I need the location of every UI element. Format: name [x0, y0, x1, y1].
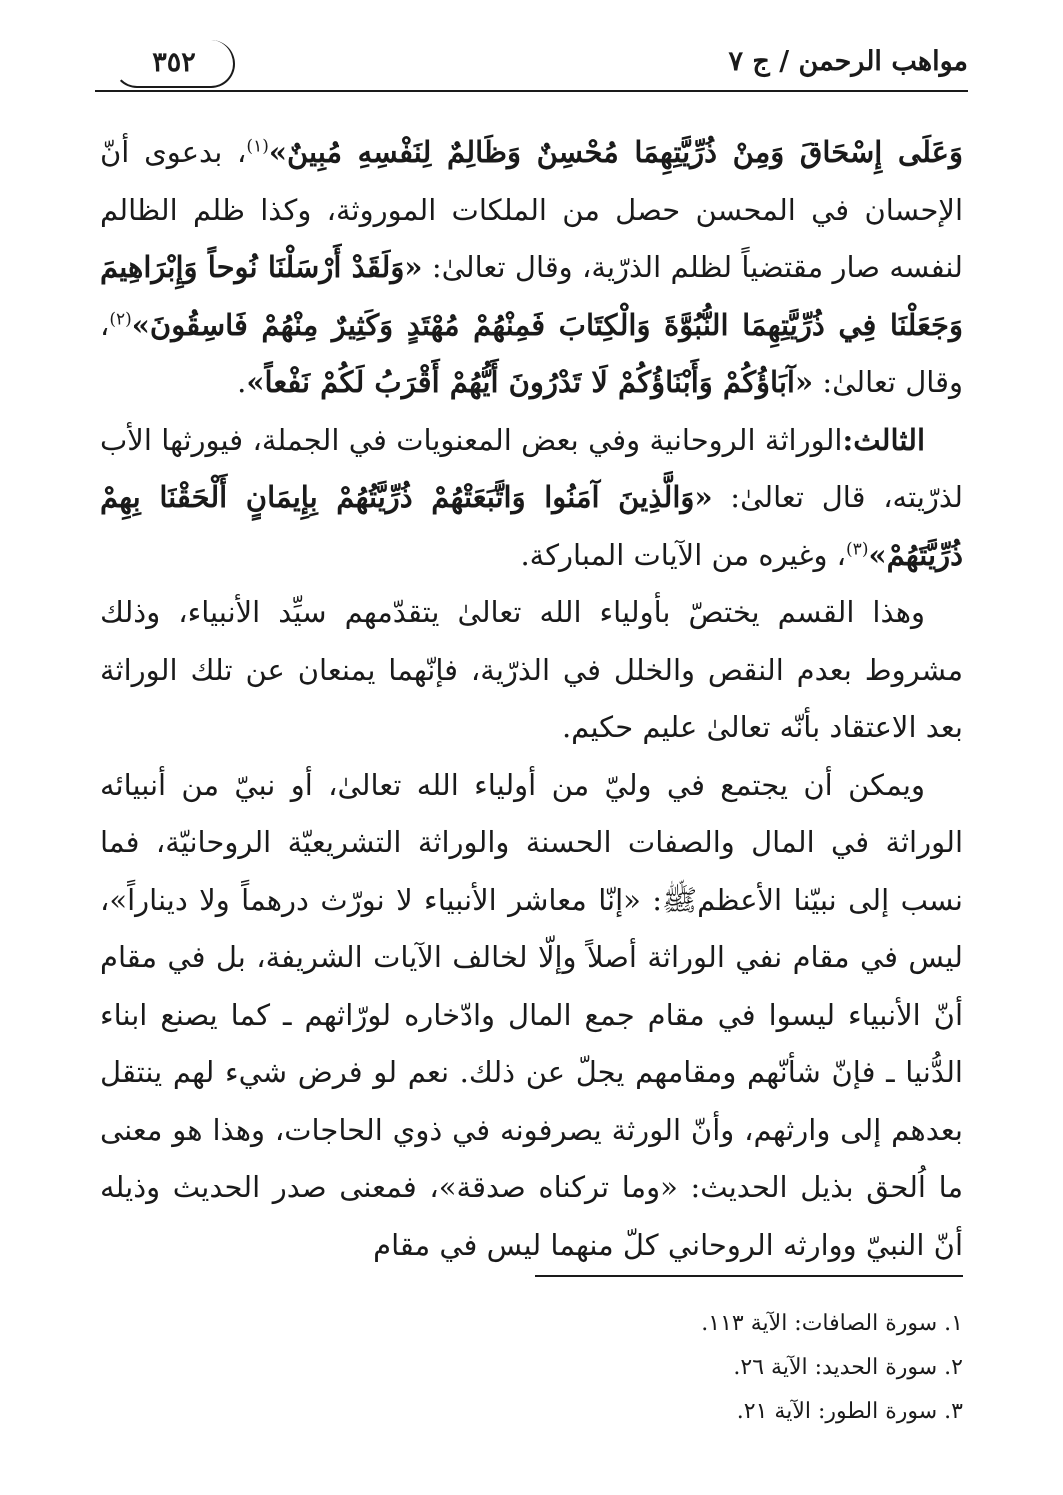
- quran-verse: «وَالَّذِينَ آمَنُوا وَاتَّبَعَتْهُمْ ذُرِّيَّتُهُمْ بِإِيمَانٍ أَلْحَقْنَا بِهِمْ ذُرِّيَّتَهُمْ»: [100, 480, 963, 572]
- page-header: [95, 36, 968, 106]
- footnotes: [100, 1302, 963, 1434]
- text-run: الوراثة الروحانية وفي بعض المعنويات في الجملة، فيورثها الأب لذرّيته، قال تعالىٰ:: [100, 422, 963, 514]
- footnote-ref: (٢): [109, 308, 132, 329]
- text-run: ، وغيره من الآيات المباركة.: [520, 537, 847, 572]
- footnote-ref: (١): [246, 136, 269, 157]
- running-title: مواهب الرحمن / ج ٧: [728, 46, 968, 77]
- paragraph-2: [100, 412, 963, 585]
- section-label: الثالث:: [842, 422, 925, 457]
- page-number: ٣٥٢: [113, 40, 235, 88]
- text-run: .: [237, 365, 247, 399]
- paragraph-1: [100, 124, 963, 412]
- footnote-separator: [535, 1275, 963, 1277]
- header-rule: [95, 90, 968, 92]
- text-run: ، وقال تعالىٰ:: [100, 307, 963, 399]
- footnote-2: ٢. سورة الحديد: الآية ٢٦.: [733, 1355, 963, 1380]
- text-run: ، بدعوى أنّ الإحسان في المحسن حصل من الملكات الموروثة، وكذا ظلم الظالم لنفسه صار مقتضياً لظلم الذرّية، وقال تعالىٰ:: [100, 135, 963, 284]
- footnote-3: ٣. سورة الطور: الآية ٢١.: [736, 1399, 963, 1424]
- quran-verse: وَعَلَى إِسْحَاقَ وَمِنْ ذُرِّيَّتِهِمَا مُحْسِنٌ وَظَالِمٌ لِنَفْسِهِ مُبِينٌ»: [268, 135, 963, 169]
- body-text: [100, 124, 963, 1274]
- quran-verse: «آبَاؤُكُمْ وَأَبْنَاؤُكُمْ لَا تَدْرُونَ أَيُّهُمْ أَقْرَبُ لَكُمْ نَفْعاً»: [246, 365, 814, 399]
- footnote-1: ١. سورة الصافات: الآية ١١٣.: [701, 1311, 963, 1336]
- text-run: ويمكن أن يجتمع في وليّ من أولياء الله تعالىٰ، أو نبيّ من أنبيائه الوراثة في المال والصفات الحسنة والوراثة التشريعيّة الروحانيّة، فما نسب إلى نبيّنا الأعظمﷺ: «إنّا معاشر الأنبياء لا نورّث درهماً ولا ديناراً»، ليس في مقام نفي الوراثة أصلاً وإلّا لخالف الآيات الشريفة، بل في مقام أنّ الأنبياء ليسوا في مقام جمع المال وادّخاره لورّاثهم ـ كما يصنع ابناء الدُّنيا ـ فإنّ شأنّهم ومقامهم يجلّ عن ذلك. نعم لو فرض شيء لهم ينتقل بعدهم إلى وارثهم، وأنّ الورثة يصرفونه في ذوي الحاجات، وهذا هو معنى ما اُلحق بذيل الحديث: «وما تركناه صدقة»، فمعنى صدر الحديث وذيله أنّ النبيّ ووارثه الروحاني كلّ منهما ليس في مقام: [100, 767, 963, 1262]
- quran-verse: «وَلَقَدْ أَرْسَلْنَا نُوحاً وَإِبْرَاهِيمَ وَجَعَلْنَا فِي ذُرِّيَّتِهِمَا النُّبُوَّةَ وَالْكِتَابَ فَمِنْهُمْ مُهْتَدٍ وَكَثِيرٌ مِنْهُمْ فَاسِقُونَ»: [100, 250, 963, 342]
- paragraph-4: [100, 757, 963, 1275]
- paragraph-3: [100, 584, 963, 757]
- footnote-ref: (٣): [846, 538, 869, 559]
- text-run: وهذا القسم يختصّ بأولياء الله تعالىٰ يتقدّمهم سيِّد الأنبياء، وذلك مشروط بعدم النقص والخلل في الذرّية، فإنّهما يمنعان عن تلك الوراثة بعد الاعتقاد بأنّه تعالىٰ عليم حكيم.: [100, 595, 963, 744]
